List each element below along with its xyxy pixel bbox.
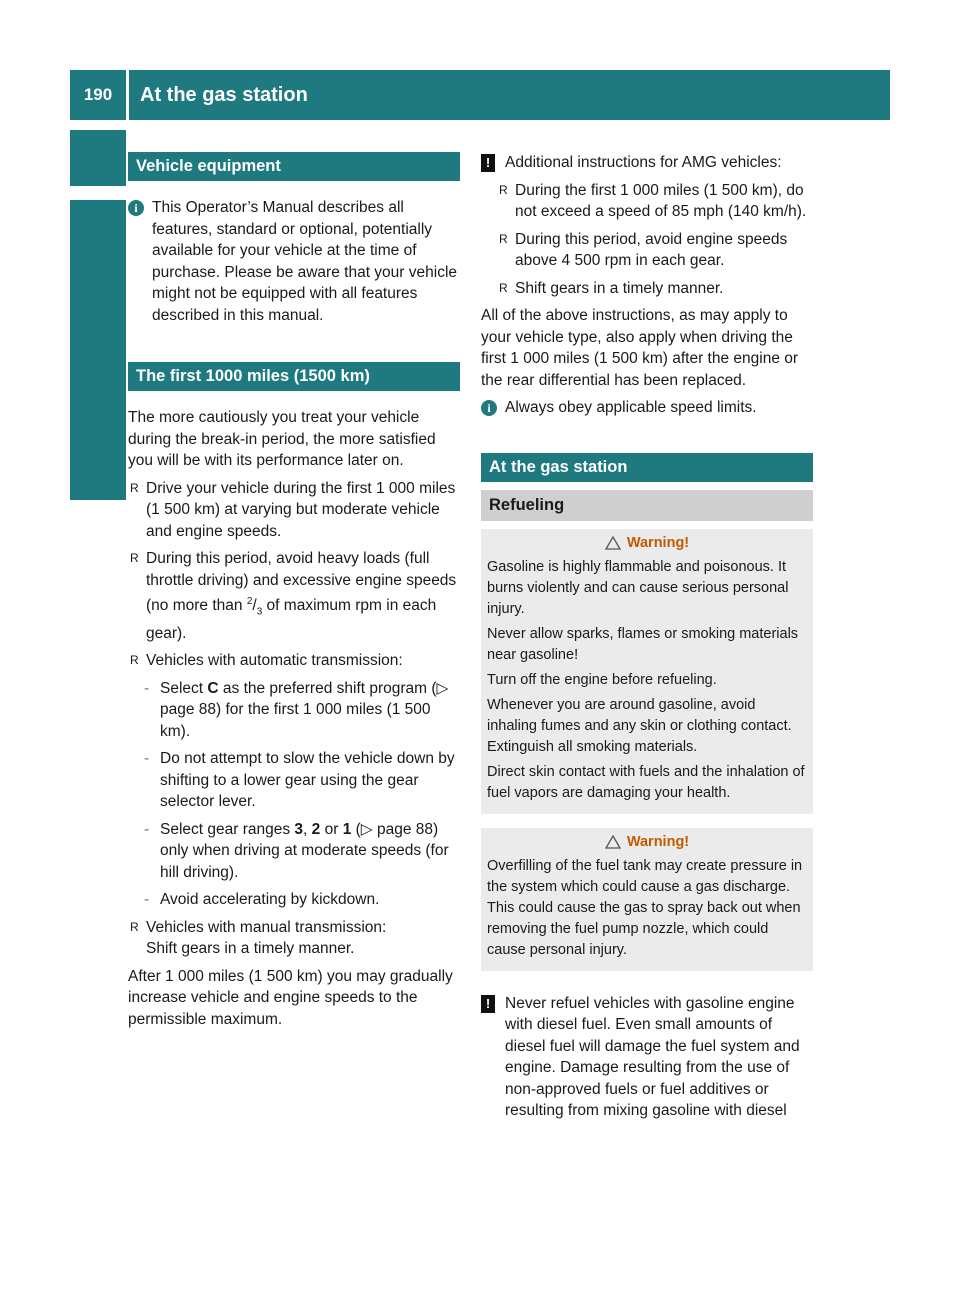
- amg-note-text: Additional instructions for AMG vehicles:: [505, 154, 782, 171]
- header-bar: [70, 70, 890, 120]
- sub-list-item-text: Select gear ranges 3, 2 or 1 (▷ page 88) only when driving at moderate speeds (for hill driving).: [160, 820, 449, 881]
- sub-list-item: [144, 678, 460, 743]
- warning-triangle-icon: [605, 835, 621, 849]
- warning-box: [481, 828, 813, 971]
- speed-info: [481, 397, 813, 419]
- info-icon: i: [128, 200, 144, 216]
- bullet-icon: R: [499, 280, 508, 295]
- sub-list-item-text: Avoid accelerating by kickdown.: [160, 891, 380, 909]
- page-title: At the gas station: [140, 84, 308, 106]
- info-text: This Operator’s Manual describes all features, standard or optional, potentially available for your vehicle at the time of purchase. Please be aware that your vehicle might not be equipped with all features described in this manual.: [152, 199, 458, 324]
- info-icon: i: [481, 400, 497, 416]
- warning-header: [487, 834, 807, 850]
- list-item-text: During this period, avoid heavy loads (full throttle driving) and excessive engine speeds (no more than $^2/_3$ of maximum rpm in each gear).: [146, 550, 457, 642]
- info-note: [128, 197, 460, 326]
- warning-text: Never allow sparks, flames or smoking materials near gasoline!: [487, 625, 799, 663]
- warning-title: Warning!: [626, 833, 690, 850]
- list-item: [497, 229, 813, 272]
- sub-list-item-text: Do not attempt to slow the vehicle down by shifting to a lower gear using the gear selector lever.: [160, 750, 455, 811]
- list-item-text: Shift gears in a timely manner.: [515, 279, 724, 297]
- bullet-icon: R: [499, 182, 508, 197]
- warning-triangle-icon: [605, 536, 621, 550]
- list-item-text: Vehicles with manual transmission: Shift gears in a timely manner.: [146, 918, 387, 958]
- header-divider: [126, 70, 129, 120]
- warning-text: Turn off the engine before refueling.: [487, 671, 717, 688]
- list-item: [128, 917, 460, 960]
- dash-icon: -: [144, 891, 150, 909]
- list-item: [497, 180, 813, 223]
- page-number: 190: [83, 85, 113, 104]
- list-item: [128, 478, 460, 543]
- warning-header: [487, 535, 807, 551]
- warning-box: [481, 529, 813, 814]
- dash-icon: -: [144, 750, 150, 768]
- bullet-icon: R: [130, 480, 139, 495]
- section-heading-gas-station: At the gas station: [481, 453, 813, 482]
- diesel-note-text: Never refuel vehicles with gasoline engine with diesel fuel. Even small amounts of diesel fuel will damage the fuel system and engine. Damage resulting from the use of non-approved fuels or fuel additives or resulting from mixing gasoline with diesel: [505, 994, 800, 1119]
- right-column: [481, 152, 813, 1128]
- break-in-outro: After 1 000 miles (1 500 km) you may gradually increase vehicle and engine speeds to the permissible maximum.: [128, 967, 453, 1028]
- warning-text: Gasoline is highly flammable and poisonous. It burns violently and can cause serious personal injury.: [487, 558, 789, 617]
- dash-icon: -: [144, 820, 150, 838]
- sub-list-item-text: Select C as the preferred shift program (▷ page 88) for the first 1 000 miles (1 500 km).: [160, 679, 449, 740]
- dash-icon: -: [144, 679, 150, 697]
- break-in-intro: The more cautiously you treat your vehicle during the break-in period, the more satisfied you will be with its performance later on.: [128, 409, 436, 469]
- warning-text: Whenever you are around gasoline, avoid inhaling fumes and any skin or clothing contact. Extinguish all smoking materials.: [487, 696, 792, 755]
- list-item-text: During the first 1 000 miles (1 500 km), do not exceed a speed of 85 mph (140 km/h).: [515, 181, 807, 220]
- list-item: [128, 548, 460, 644]
- diesel-note: [481, 993, 813, 1122]
- list-item: [497, 278, 813, 300]
- apply-text: All of the above instructions, as may apply to your vehicle type, also apply when driving the first 1 000 miles (1 500 km) after the engine or the rear differential has been replaced.: [481, 307, 799, 389]
- exclamation-icon: !: [481, 995, 495, 1013]
- bullet-icon: R: [499, 231, 508, 246]
- list-item: [128, 650, 460, 672]
- bullet-icon: R: [130, 551, 139, 565]
- left-column: [128, 152, 460, 1036]
- subsection-heading-refueling: Refueling: [481, 490, 813, 521]
- list-item-text: Drive your vehicle during the first 1 000 miles (1 500 km) at varying but moderate vehicle and engine speeds.: [146, 479, 456, 540]
- bullet-icon: R: [130, 919, 139, 934]
- side-tab-label: Operation: [88, 378, 113, 482]
- sub-list-item: [144, 889, 460, 911]
- exclamation-icon: !: [481, 154, 495, 172]
- sub-list-item: [144, 819, 460, 884]
- list-item-text: During this period, avoid engine speeds above 4 500 rpm in each gear.: [515, 230, 788, 269]
- side-tab-marker: [70, 130, 126, 186]
- section-heading-vehicle-equipment: Vehicle equipment: [128, 152, 460, 181]
- list-item-text: Vehicles with automatic transmission:: [146, 652, 403, 670]
- section-heading-break-in: The first 1000 miles (1500 km): [128, 362, 460, 391]
- warning-text: Overfilling of the fuel tank may create pressure in the system which could cause a gas discharge. This could cause the gas to spray back out when removing the fuel pump nozzle, which could cause personal injury.: [487, 857, 803, 958]
- amg-note: [481, 152, 813, 174]
- warning-text: Direct skin contact with fuels and the inhalation of fuel vapors are damaging your health.: [487, 763, 805, 801]
- sub-list-item: [144, 748, 460, 813]
- bullet-icon: R: [130, 653, 139, 668]
- warning-title: Warning!: [626, 534, 690, 551]
- speed-info-text: Always obey applicable speed limits.: [505, 399, 757, 416]
